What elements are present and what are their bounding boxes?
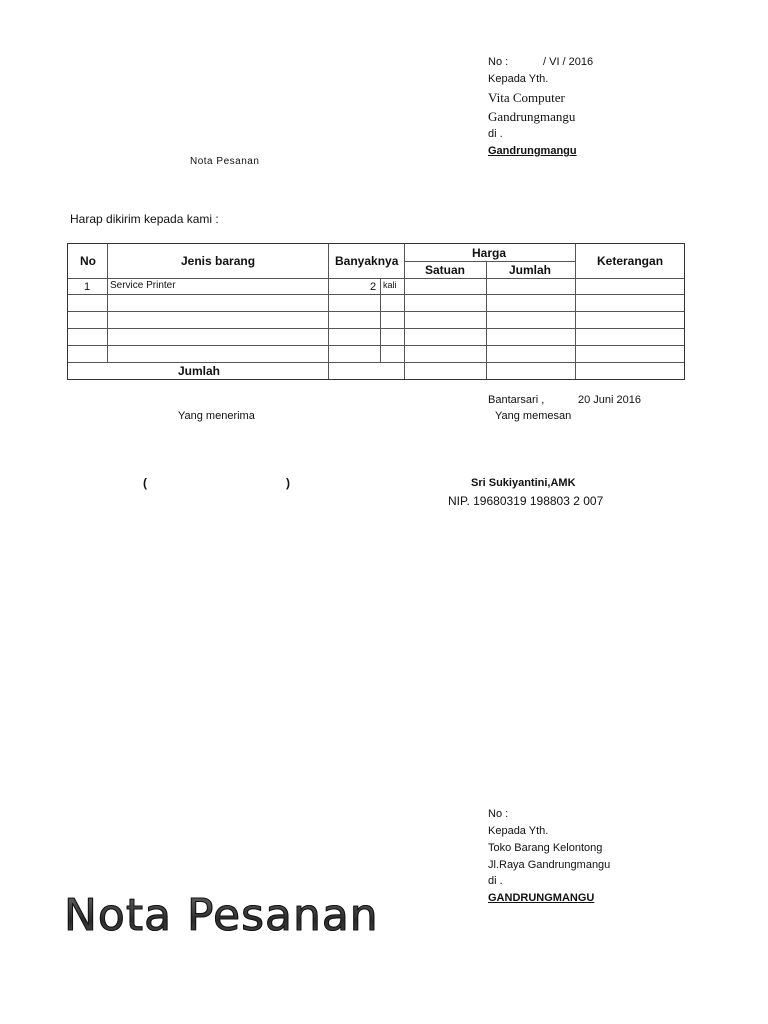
letter2-recipient-address: Jl.Raya Gandrungmangu	[488, 859, 611, 871]
table-rule	[68, 278, 684, 279]
table-rule	[575, 244, 576, 379]
letter2-number-label: No :	[488, 808, 509, 820]
table-rule	[68, 328, 684, 329]
orderer-name: Sri Sukiyantini,AMK	[471, 477, 576, 489]
addressee-label: Kepada Yth.	[488, 73, 549, 85]
table-rule	[380, 278, 381, 362]
row-quantity: 2	[370, 281, 377, 293]
letter2-di-place: GANDRUNGMANGU	[488, 892, 595, 904]
table-rule	[404, 261, 575, 262]
orderer-nip: NIP. 19680319 198803 2 007	[448, 494, 604, 508]
row-unit: kali	[383, 280, 397, 290]
recipient-name: Vita Computer	[488, 90, 565, 105]
header-no: No	[80, 254, 96, 268]
table-rule	[68, 311, 684, 312]
total-label: Jumlah	[178, 364, 221, 378]
header-banyaknya: Banyaknya	[335, 254, 399, 268]
receiver-signature-close: )	[286, 476, 290, 490]
letter-number-value: / VI / 2016	[543, 56, 594, 68]
header-satuan: Satuan	[425, 263, 466, 277]
header-harga: Harga	[472, 246, 507, 260]
di-label: di .	[488, 128, 503, 140]
row-no: 1	[84, 281, 91, 293]
place-label: Bantarsari ,	[488, 394, 545, 406]
table-rule	[68, 345, 684, 346]
intro-text: Harap dikirim kepada kami :	[70, 212, 219, 226]
document-title: Nota Pesanan	[190, 156, 260, 167]
header-keterangan: Keterangan	[597, 254, 664, 268]
date: 20 Juni 2016	[578, 394, 641, 406]
table-rule	[486, 261, 487, 379]
letter2-addressee-label: Kepada Yth.	[488, 825, 549, 837]
orderer-label: Yang memesan	[495, 410, 572, 422]
header-jumlah: Jumlah	[509, 263, 552, 277]
letter-number-label: No :	[488, 56, 509, 68]
table-rule	[404, 244, 405, 379]
recipient-place: Gandrungmangu	[488, 109, 576, 124]
big-title: Nota Pesanan	[64, 890, 379, 941]
order-table	[67, 243, 685, 380]
receiver-label: Yang menerima	[178, 410, 255, 422]
receiver-signature-open: (	[143, 476, 147, 490]
row-item: Service Printer	[110, 280, 176, 291]
table-rule	[68, 362, 684, 363]
di-place: Gandrungmangu	[488, 145, 577, 157]
table-rule	[107, 244, 108, 362]
letter2-di-label: di .	[488, 875, 503, 887]
table-rule	[68, 294, 684, 295]
table-rule	[328, 244, 329, 379]
letter2-recipient-name: Toko Barang Kelontong	[488, 842, 603, 854]
header-jenis-barang: Jenis barang	[181, 254, 256, 268]
